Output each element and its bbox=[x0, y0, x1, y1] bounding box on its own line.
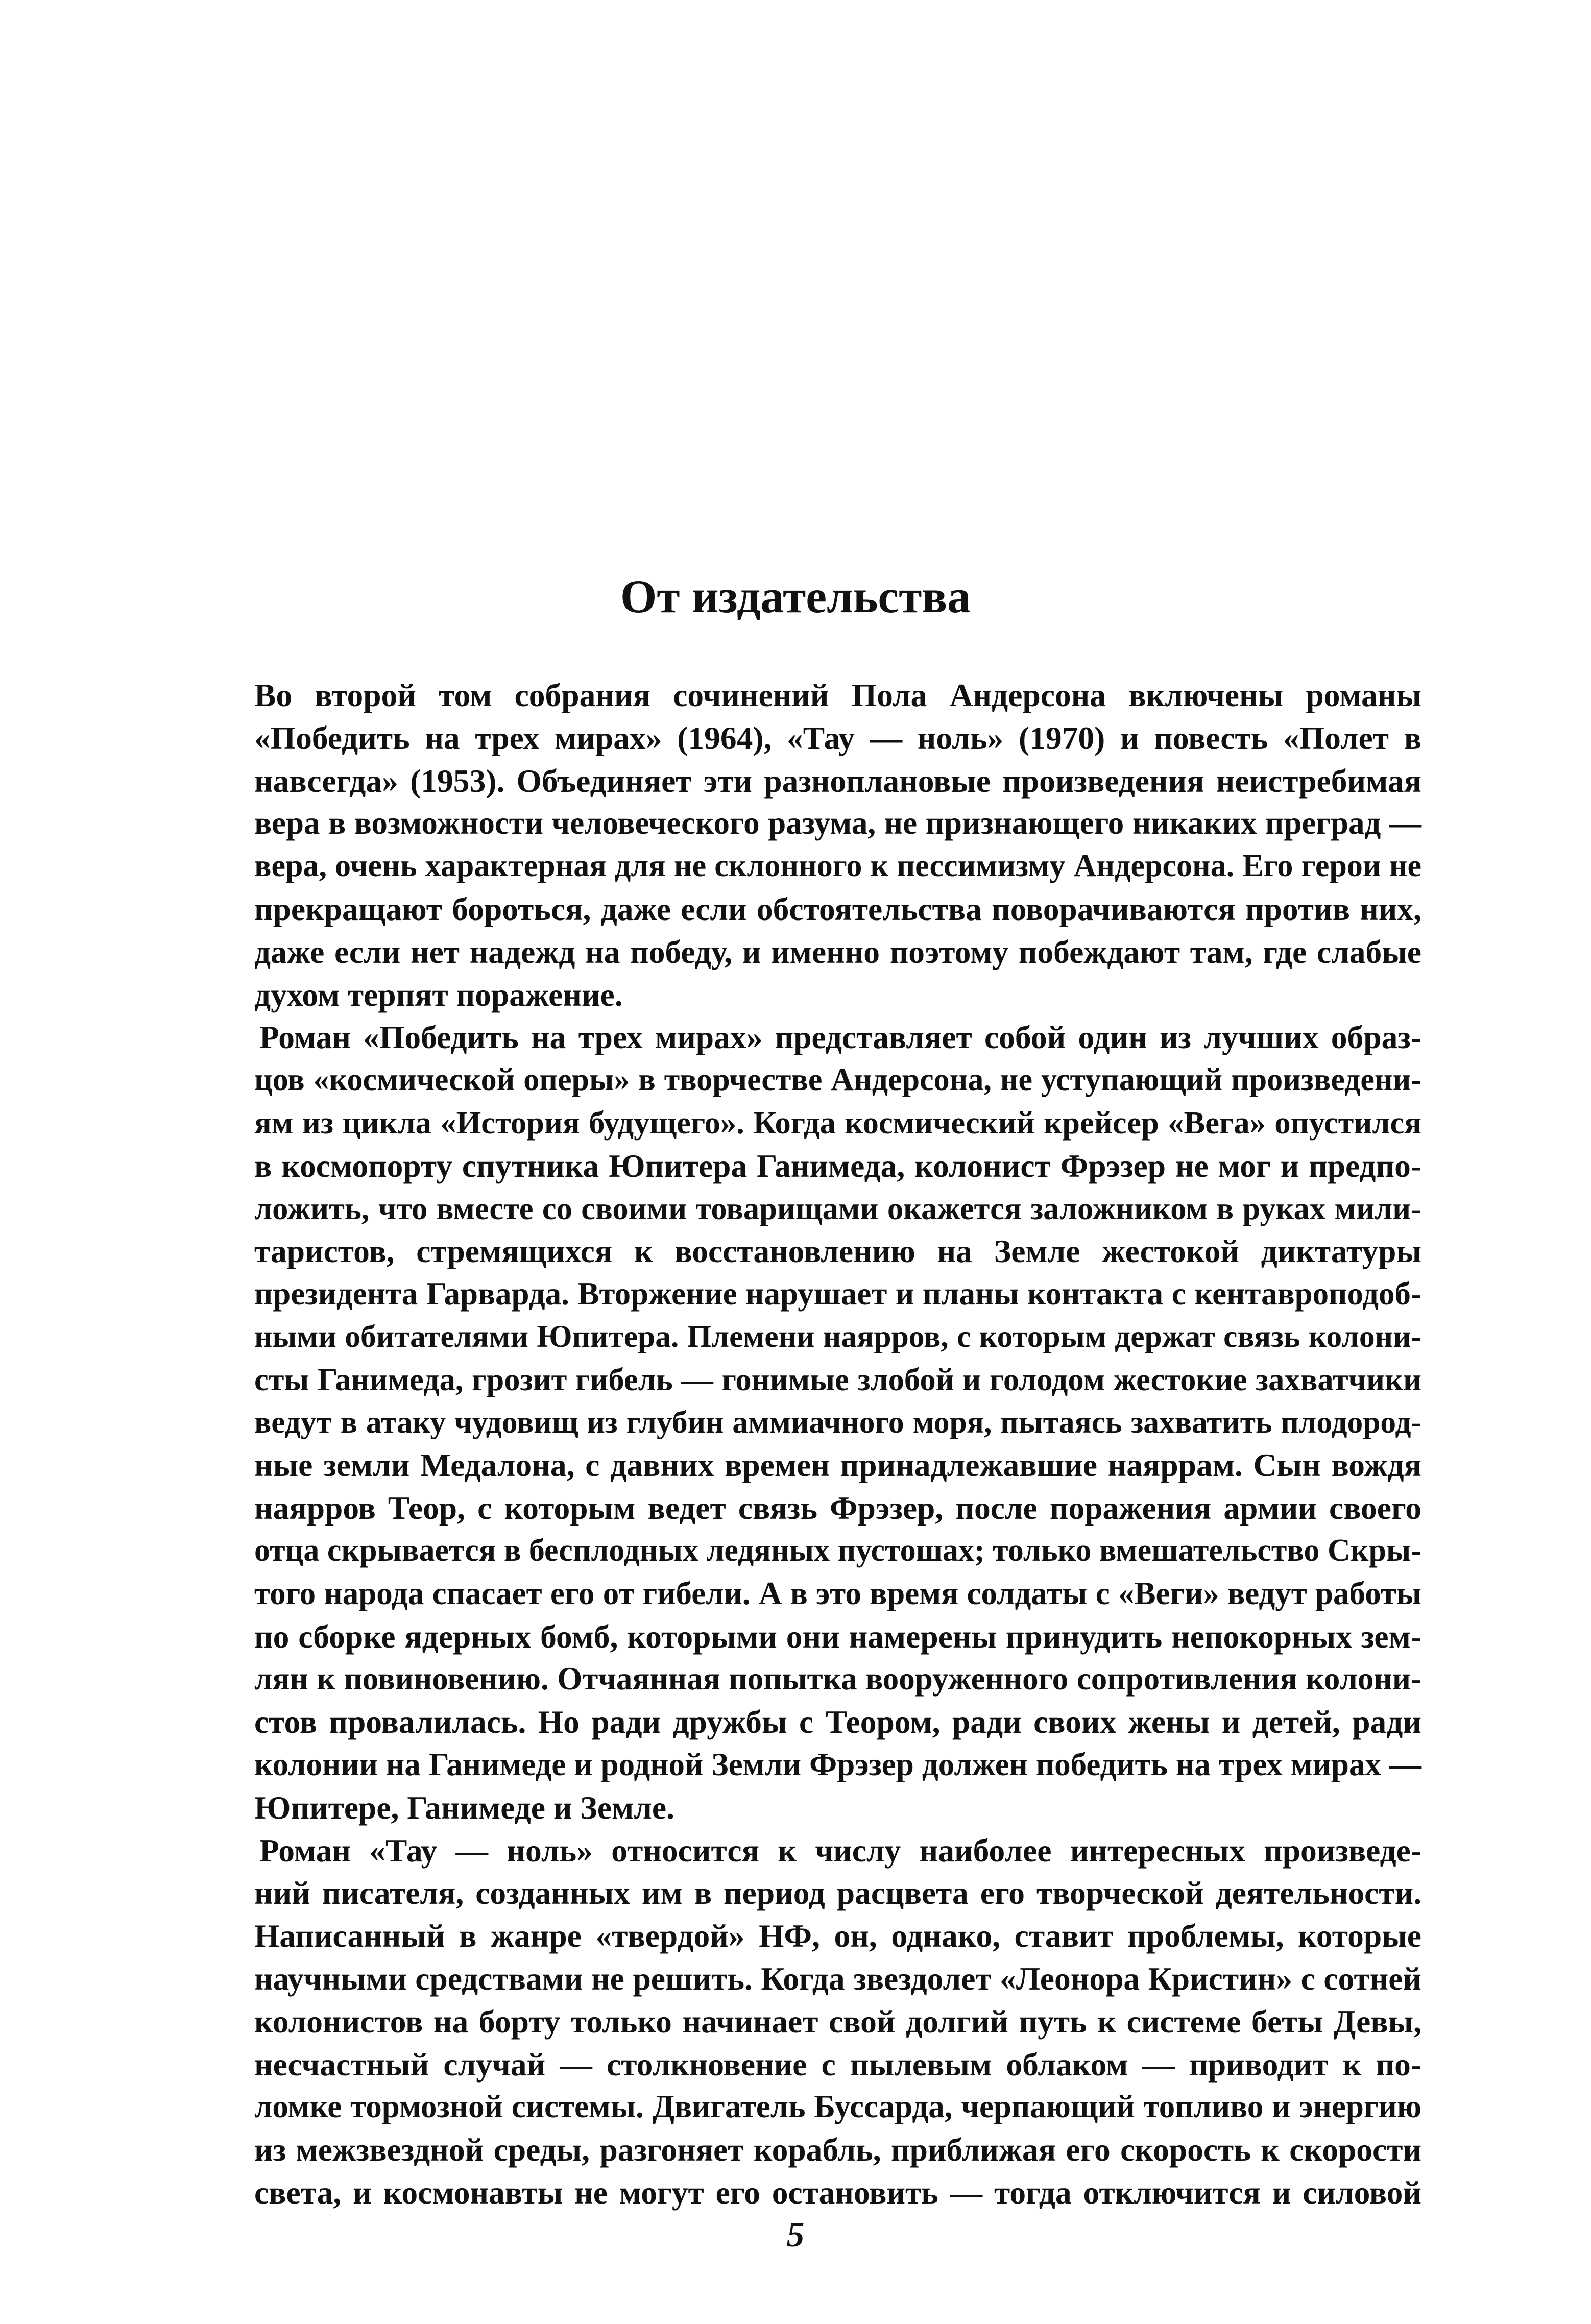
text-line: цов «космической оперы» в творчестве Андерсона, не уступающий произведени- bbox=[254, 1062, 1421, 1098]
text-line: навсегда» (1953). Объединяет эти разноплановые произведения неистребимая bbox=[254, 762, 1421, 799]
text-line: отца скрывается в бесплодных ледяных пустошах; только вмешательство Скры- bbox=[254, 1533, 1421, 1568]
text-line: колонистов на борту только начинает свой долгий путь к системе беты Девы, bbox=[254, 2003, 1421, 2040]
text-line: вера в возможности человеческого разума, не признающего никаких преград — bbox=[254, 805, 1421, 841]
text-line: лян к повиновению. Отчаянная попытка вооруженного сопротивления колони- bbox=[254, 1661, 1421, 1697]
text-line: ложить, что вместе со своими товарищами окажется заложником в руках мили- bbox=[254, 1190, 1421, 1226]
text-line: наярров Теор, с которым ведет связь Фрэзер, после поражения армии своего bbox=[254, 1490, 1421, 1527]
text-line: ведут в атаку чудовищ из глубин аммиачного моря, пытаясь захватить плодород- bbox=[254, 1405, 1421, 1440]
page-number: 5 bbox=[786, 2215, 805, 2255]
text-line: Во второй том собрания сочинений Пола Андерсона включены романы bbox=[254, 677, 1421, 713]
text-line: ний писателя, созданных им в период расцвета его творческой деятельности. bbox=[254, 1875, 1421, 1911]
text-line: сты Ганимеда, грозит гибель — гонимые злобой и голодом жестокие захватчики bbox=[254, 1361, 1421, 1397]
text-line: Роман «Тау — ноль» относится к числу наиболее интересных произведе- bbox=[259, 1832, 1421, 1869]
text-line: президента Гарварда. Вторжение нарушает и планы контакта с кентавроподоб- bbox=[254, 1276, 1421, 1312]
text-line: в космопорту спутника Юпитера Ганимеда, колонист Фрэзер не мог и предпо- bbox=[254, 1147, 1421, 1184]
text-line: колонии на Ганимеде и родной Земли Фрэзер должен победить на трех мирах — bbox=[254, 1746, 1421, 1782]
text-line: того народа спасает его от гибели. А в это время солдаты с «Веги» ведут работы bbox=[254, 1575, 1421, 1611]
text-line: «Победить на трех мирах» (1964), «Тау — ноль» (1970) и повесть «Полет в bbox=[254, 719, 1421, 756]
text-line: по сборке ядерных бомб, которыми они намерены принудить непокорных зем- bbox=[254, 1618, 1421, 1655]
text-line: ными обитателями Юпитера. Племени наярров, с которым держат связь колони- bbox=[254, 1319, 1421, 1354]
text-line: таристов, стремящихся к восстановлению на Земле жестокой диктатуры bbox=[254, 1233, 1421, 1270]
text-line: Юпитере, Ганимеде и Земле. bbox=[254, 1789, 674, 1826]
body-text bbox=[254, 674, 1421, 2214]
text-line: даже если нет надежд на победу, и именно поэтому побеждают там, где слабые bbox=[254, 933, 1421, 970]
text-line: стов провалилась. Но ради дружбы с Теором, ради своих жены и детей, ради bbox=[254, 1704, 1421, 1740]
text-line: вера, очень характерная для не склонного к пессимизму Андерсона. Его герои не bbox=[254, 849, 1421, 884]
paragraph bbox=[254, 1016, 1421, 1829]
text-line: из межзвездной среды, разгоняет корабль, приближая его скорость к скорости bbox=[254, 2132, 1421, 2168]
text-line: ломке тормозной системы. Двигатель Буссарда, черпающий топливо и энергию bbox=[254, 2089, 1421, 2125]
paragraph bbox=[254, 674, 1421, 1016]
text-line: Написанный в жанре «твердой» НФ, он, однако, ставит проблемы, которые bbox=[254, 1918, 1421, 1954]
section-heading: От издательства bbox=[620, 570, 971, 622]
text-line: научными средствами не решить. Когда звездолет «Леонора Кристин» с сотней bbox=[254, 1960, 1421, 1997]
text-line: духом терпят поражение. bbox=[254, 976, 623, 1013]
text-line: Роман «Победить на трех мирах» представляет собой один из лучших образ- bbox=[259, 1019, 1421, 1056]
text-line: ям из цикла «История будущего». Когда космический крейсер «Вега» опустился bbox=[254, 1104, 1421, 1141]
text-line: несчастный случай — столкновение с пылевым облаком — приводит к по- bbox=[254, 2046, 1421, 2083]
text-line: прекращают бороться, даже если обстоятельства поворачиваются против них, bbox=[254, 890, 1421, 927]
text-line: света, и космонавты не могут его остановить — тогда отключится и силовой bbox=[254, 2174, 1421, 2211]
paragraph bbox=[254, 1829, 1421, 2214]
text-line: ные земли Медалона, с давних времен принадлежавшие наяррам. Сын вождя bbox=[254, 1447, 1421, 1484]
